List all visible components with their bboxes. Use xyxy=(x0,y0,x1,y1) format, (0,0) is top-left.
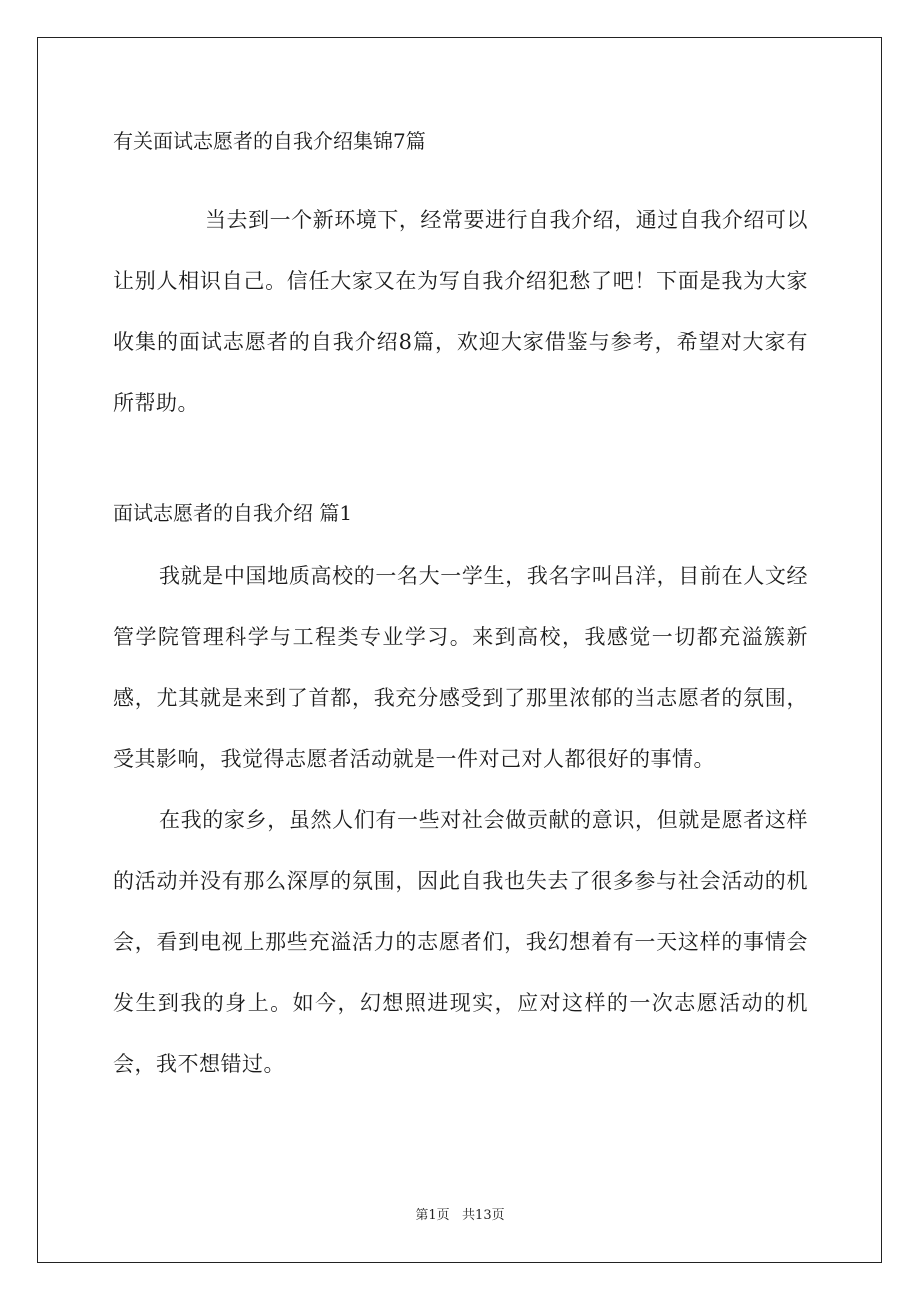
intro-paragraph: 当去到一个新环境下，经常要进行自我介绍，通过自我介绍可以让别人相识自己。信任大家又在为写自我介绍犯愁了吧！下面是我为大家收集的面试志愿者的自我介绍8篇，欢迎大家借鉴与参考，希望对大家有所帮助。 xyxy=(113,208,808,415)
document-body xyxy=(113,126,808,1095)
page-number-footer: 第1页 共13页 xyxy=(415,1208,505,1223)
body-paragraph-1: 我就是中国地质高校的一名大一学生，我名字叫吕洋，目前在人文经管学院管理科学与工程类专业学习。来到高校，我感觉一切都充溢簇新感，尤其就是来到了首都，我充分感受到了那里浓郁的当志愿者的氛围，受其影响，我觉得志愿者活动就是一件对己对人都很好的事情。 xyxy=(113,564,808,771)
section-heading: 面试志愿者的自我介绍 篇1 xyxy=(113,501,353,525)
document-title: 有关面试志愿者的自我介绍集锦7篇 xyxy=(113,129,426,153)
body-paragraph-2: 在我的家乡，虽然人们有一些对社会做贡献的意识，但就是愿者这样的活动并没有那么深厚的氛围，因此自我也失去了很多参与社会活动的机会，看到电视上那些充溢活力的志愿者们，我幻想着有一天这样的事情会发生到我的身上。如今，幻想照进现实，应对这样的一次志愿活动的机会，我不想错过。 xyxy=(113,808,808,1076)
